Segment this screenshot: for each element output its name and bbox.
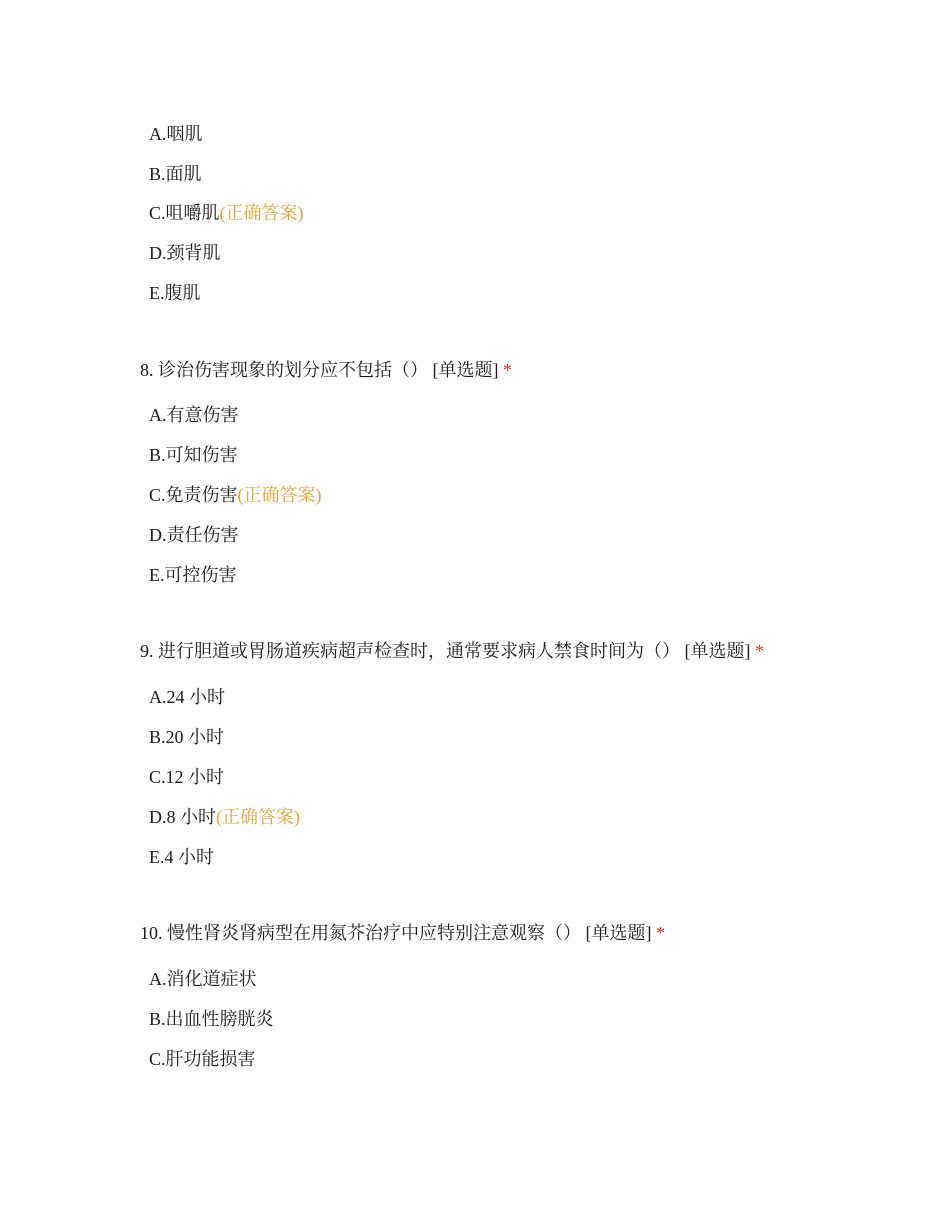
question-text: 10. 慢性肾炎肾病型在用氮芥治疗中应特别注意观察（） — [140, 923, 581, 943]
option-8c — [149, 483, 322, 507]
question-text: 8. 诊治伤害现象的划分应不包括（） — [140, 360, 428, 380]
question-9-title — [140, 639, 764, 663]
option-8a — [149, 403, 239, 427]
option-9b — [149, 725, 224, 749]
option-text: B.20 小时 — [149, 727, 225, 747]
option-text: B.出血性膀胱炎 — [149, 1009, 274, 1029]
option-9d — [149, 805, 300, 829]
option-text: D.8 小时 — [149, 807, 216, 827]
option-7b — [149, 162, 202, 186]
option-8d — [149, 523, 239, 547]
option-text: A.咽肌 — [149, 124, 203, 144]
option-text: D.责任伤害 — [149, 525, 239, 545]
correct-answer-label: (正确答案) — [237, 485, 322, 505]
option-9a — [149, 685, 225, 709]
option-text: A.24 小时 — [149, 687, 225, 707]
option-text: A.有意伤害 — [149, 405, 239, 425]
question-10-title — [140, 921, 665, 945]
option-text: E.4 小时 — [149, 847, 214, 867]
option-text: C.肝功能损害 — [149, 1049, 256, 1069]
option-7d — [149, 241, 221, 265]
option-text: A.消化道症状 — [149, 969, 257, 989]
required-mark: * — [503, 360, 512, 380]
correct-answer-label: (正确答案) — [216, 807, 300, 827]
option-text: C.咀嚼肌 — [149, 203, 220, 223]
option-7a — [149, 122, 203, 146]
option-text: B.可知伤害 — [149, 445, 238, 465]
option-text: C.12 小时 — [149, 767, 225, 787]
option-10a — [149, 967, 257, 991]
option-7e — [149, 281, 201, 305]
option-text: C.免责伤害 — [149, 485, 238, 505]
correct-answer-label: (正确答案) — [219, 203, 304, 223]
question-type: [单选题] — [432, 360, 499, 380]
option-9c — [149, 765, 224, 789]
question-8-title — [140, 358, 512, 382]
option-text: E.腹肌 — [149, 283, 201, 303]
option-8b — [149, 443, 238, 467]
option-10b — [149, 1007, 274, 1031]
option-8e — [149, 563, 237, 587]
required-mark: * — [755, 641, 764, 661]
option-9e — [149, 845, 214, 869]
option-text: B.面肌 — [149, 164, 202, 184]
question-type: [单选题] — [684, 641, 751, 661]
question-type: [单选题] — [585, 923, 652, 943]
option-text: D.颈背肌 — [149, 243, 221, 263]
required-mark: * — [656, 923, 665, 943]
option-7c — [149, 201, 304, 225]
question-text: 9. 进行胆道或胃肠道疾病超声检查时，通常要求病人禁食时间为（） — [140, 641, 680, 661]
option-10c — [149, 1047, 256, 1071]
option-text: E.可控伤害 — [149, 565, 237, 585]
